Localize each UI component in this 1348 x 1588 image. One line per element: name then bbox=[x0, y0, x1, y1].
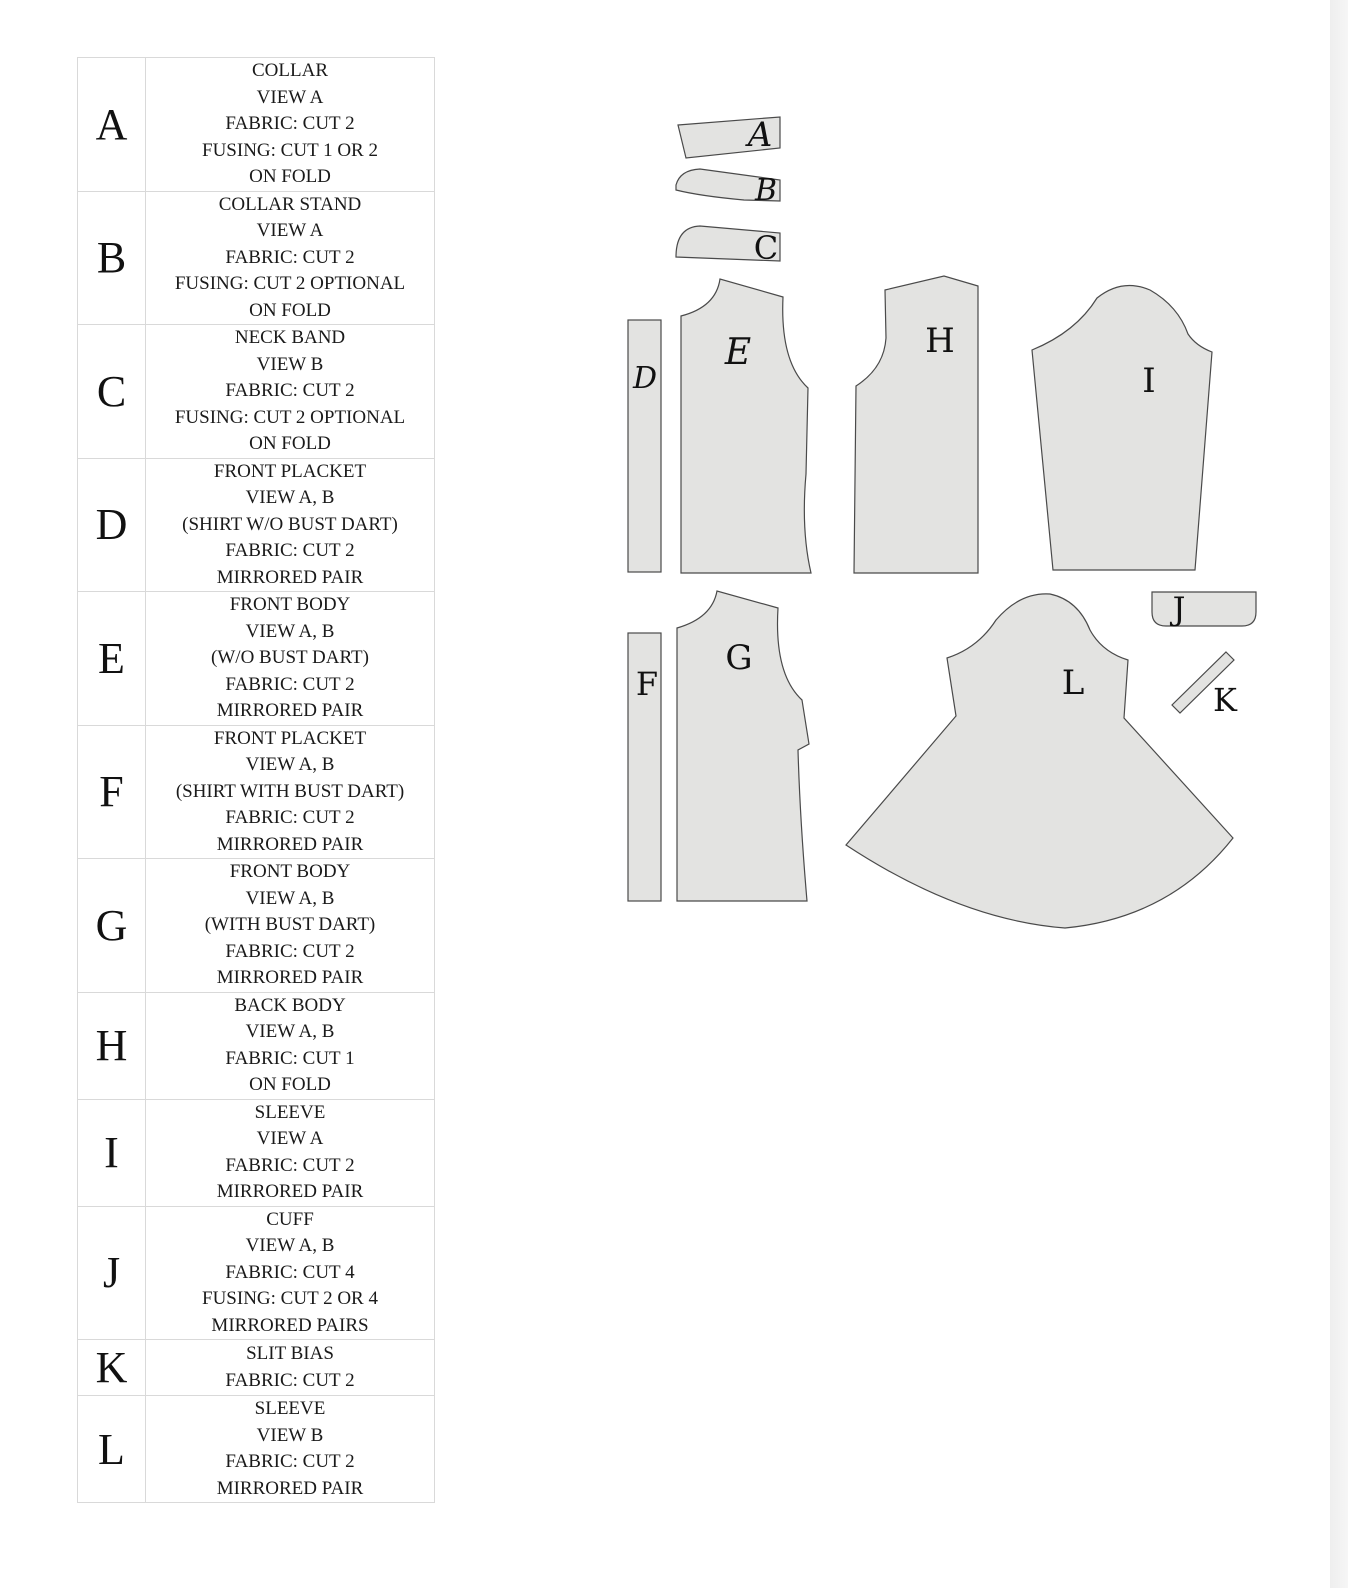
legend-line: VIEW A bbox=[256, 1128, 324, 1149]
legend-line: CUFF bbox=[266, 1208, 314, 1230]
piece-j bbox=[1152, 590, 1256, 628]
piece-e-label: E bbox=[724, 332, 752, 373]
piece-g bbox=[677, 591, 809, 901]
legend-letter: J bbox=[78, 1206, 146, 1340]
legend-letter: E bbox=[78, 592, 146, 726]
piece-c-label: C bbox=[753, 229, 779, 267]
legend-line: (W/O BUST DART) bbox=[211, 647, 369, 668]
legend-line: SLEEVE bbox=[254, 1101, 326, 1123]
legend-line: VIEW A, B bbox=[245, 1021, 335, 1042]
legend-line: VIEW B bbox=[256, 1424, 324, 1446]
legend-letter: A bbox=[78, 58, 146, 192]
legend-line: SLIT BIAS bbox=[246, 1343, 334, 1364]
legend-line: FUSING: CUT 2 OR 4 bbox=[202, 1288, 378, 1309]
legend-line: FUSING: CUT 2 OPTIONAL bbox=[174, 273, 406, 294]
piece-a-label: A bbox=[747, 115, 773, 155]
legend-line: COLLAR STAND bbox=[218, 193, 362, 215]
piece-i-label: I bbox=[1142, 361, 1156, 401]
piece-i bbox=[1032, 286, 1212, 571]
legend-line: COLLAR bbox=[252, 60, 328, 81]
legend-line: (WITH BUST DART) bbox=[204, 914, 376, 935]
legend-line: ON FOLD bbox=[249, 433, 331, 454]
legend-line: FABRIC: CUT 2 bbox=[225, 1451, 355, 1472]
piece-j-label: J bbox=[1172, 590, 1186, 628]
legend-line: MIRRORED PAIR bbox=[216, 700, 364, 721]
legend-line: FUSING: CUT 2 OPTIONAL bbox=[174, 406, 406, 428]
piece-k bbox=[1172, 652, 1238, 719]
legend-line: MIRRORED PAIR bbox=[216, 1181, 364, 1202]
piece-d-label: D bbox=[632, 361, 658, 396]
piece-b bbox=[676, 169, 780, 208]
legend-line: FRONT BODY bbox=[229, 594, 351, 615]
legend-line: FABRIC: CUT 2 bbox=[225, 1154, 355, 1176]
piece-d bbox=[628, 320, 661, 572]
piece-f-label: F bbox=[635, 665, 659, 703]
legend-letter: K bbox=[78, 1340, 146, 1396]
legend-line: VIEW A, B bbox=[245, 754, 335, 775]
legend-line: MIRRORED PAIR bbox=[216, 566, 364, 588]
legend-line: FABRIC: CUT 4 bbox=[225, 1261, 355, 1283]
legend-line: VIEW A, B bbox=[245, 887, 335, 909]
legend-letter: L bbox=[78, 1396, 146, 1503]
piece-h-label: H bbox=[925, 321, 955, 361]
piece-a bbox=[678, 115, 780, 158]
legend-letter: B bbox=[78, 191, 146, 325]
piece-c bbox=[676, 226, 780, 267]
legend-line: MIRRORED PAIR bbox=[216, 1477, 364, 1499]
legend-line: ON FOLD bbox=[249, 299, 331, 321]
legend-line: FABRIC: CUT 2 bbox=[225, 807, 355, 828]
piece-g-label: G bbox=[725, 638, 753, 678]
legend-line: VIEW A bbox=[256, 220, 324, 241]
legend-line: FABRIC: CUT 2 bbox=[225, 940, 355, 962]
piece-l-label: L bbox=[1061, 663, 1085, 703]
piece-b-label: B bbox=[754, 173, 778, 208]
legend-line: FRONT BODY bbox=[229, 861, 351, 882]
legend-letter: D bbox=[78, 458, 146, 592]
legend-line: VIEW B bbox=[256, 353, 324, 375]
legend-line: FABRIC: CUT 2 bbox=[225, 540, 355, 561]
legend-line: MIRRORED PAIR bbox=[216, 967, 364, 988]
legend-line: ON FOLD bbox=[249, 1074, 331, 1095]
legend-line: MIRRORED PAIRS bbox=[211, 1314, 369, 1336]
legend-letter: I bbox=[78, 1099, 146, 1206]
piece-h bbox=[854, 276, 978, 573]
legend-line: NECK BAND bbox=[234, 327, 346, 348]
legend-letter: H bbox=[78, 992, 146, 1099]
legend-line: FABRIC: CUT 1 bbox=[225, 1047, 355, 1069]
legend-letter: G bbox=[78, 859, 146, 993]
legend-line: FABRIC: CUT 2 bbox=[225, 673, 355, 695]
piece-k-label: K bbox=[1213, 681, 1237, 719]
legend-line: FRONT PLACKET bbox=[213, 460, 367, 482]
legend-line: FABRIC: CUT 2 bbox=[225, 113, 355, 134]
page-edge-shadow bbox=[1330, 0, 1348, 1588]
legend-line: MIRRORED PAIR bbox=[216, 833, 364, 855]
legend-line: ON FOLD bbox=[249, 166, 331, 187]
piece-e bbox=[681, 279, 811, 573]
legend-line: FABRIC: CUT 2 bbox=[225, 380, 355, 401]
legend-letter: C bbox=[78, 325, 146, 459]
legend-letter: F bbox=[78, 725, 146, 859]
legend-line: VIEW A, B bbox=[245, 620, 335, 642]
legend-line: FRONT PLACKET bbox=[213, 727, 367, 749]
legend-line: (SHIRT WITH BUST DART) bbox=[175, 780, 405, 802]
legend-line: VIEW A, B bbox=[245, 487, 335, 508]
legend-line: VIEW A bbox=[256, 86, 324, 108]
piece-l bbox=[846, 594, 1233, 928]
legend-line: VIEW A, B bbox=[245, 1235, 335, 1256]
legend-line: (SHIRT W/O BUST DART) bbox=[182, 513, 398, 535]
piece-f bbox=[628, 633, 661, 901]
legend-line: SLEEVE bbox=[254, 1398, 326, 1419]
legend-line: FABRIC: CUT 2 bbox=[225, 1369, 355, 1391]
legend-line: FUSING: CUT 1 OR 2 bbox=[202, 139, 378, 161]
legend-line: BACK BODY bbox=[234, 994, 346, 1016]
legend-line: FABRIC: CUT 2 bbox=[225, 246, 355, 268]
